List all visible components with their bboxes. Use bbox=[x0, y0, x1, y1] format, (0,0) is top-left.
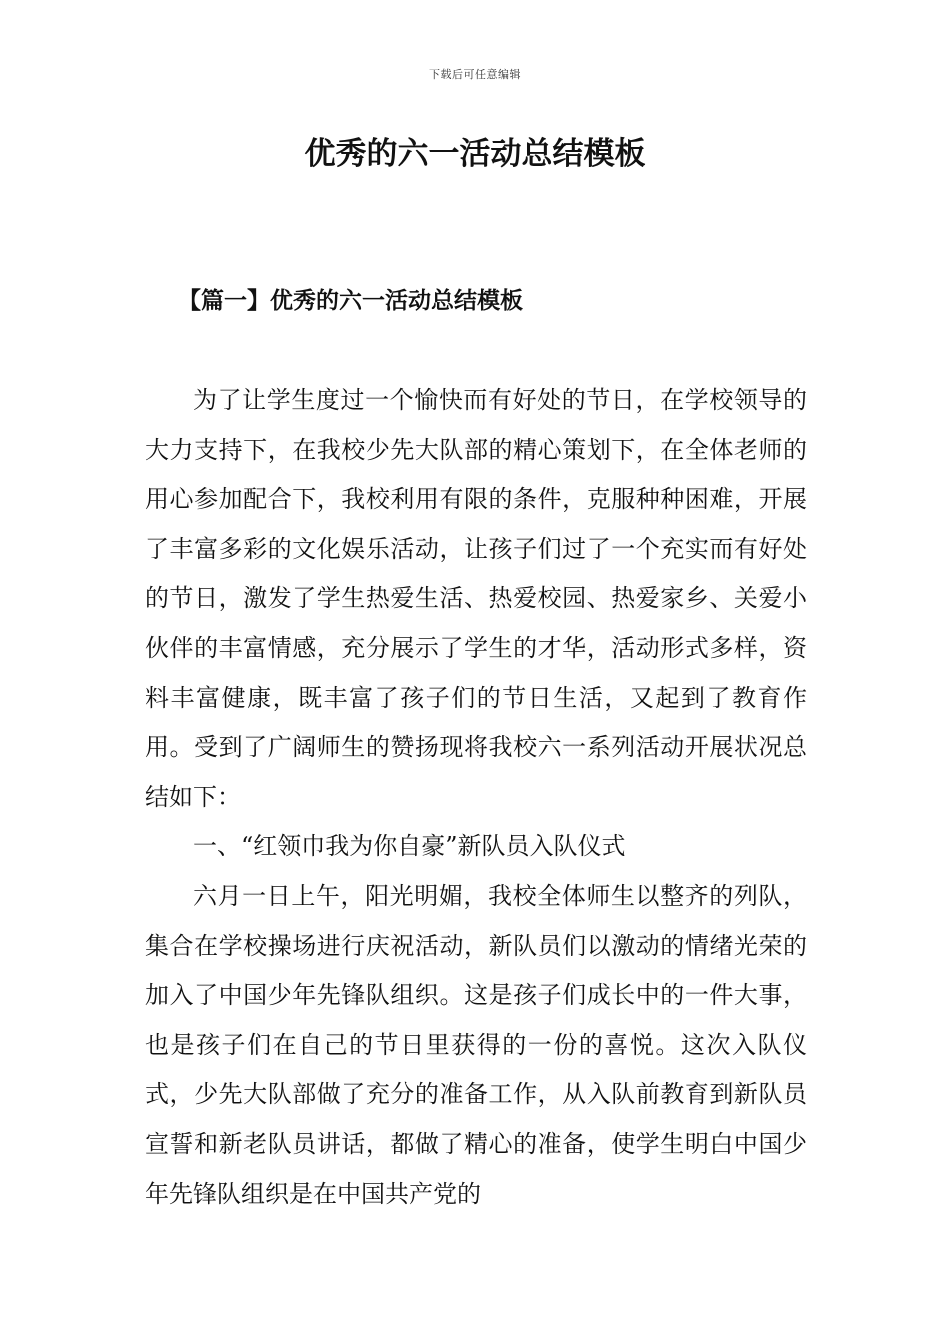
document-title: 优秀的六一活动总结模板 bbox=[304, 136, 646, 172]
body-paragraph: 为了让学生度过一个愉快而有好处的节日，在学校领导的大力支持下，在我校少先大队部的精心策划下，在全体老师的用心参加配合下，我校利用有限的条件，克服种种困难，开展了丰富多彩的文化娱乐活动，让孩子们过了一个充实而有好处的节日，激发了学生热爱生活、热爱校园、热爱家乡、关爱小伙伴的丰富情感，充分展示了学生的才华，活动形式多样，资料丰富健康，既丰富了孩子们的节日生活，又起到了教育作用。受到了广阔师生的赞扬现将我校六一系列活动开展状况总结如下： bbox=[145, 386, 807, 811]
section-heading: 【篇一】优秀的六一活动总结模板 bbox=[178, 287, 523, 314]
document-body bbox=[145, 376, 807, 1219]
body-paragraph: 六月一日上午，阳光明媚，我校全体师生以整齐的列队，集合在学校操场进行庆祝活动，新队员们以激动的情绪光荣的加入了中国少年先锋队组织。这是孩子们成长中的一件大事，也是孩子们在自己的节日里获得的一份的喜悦。这次入队仪式，少先大队部做了充分的准备工作，从入队前教育到新队员宣誓和新老队员讲话，都做了精心的准备，使学生明白中国少年先锋队组织是在中国共产党的 bbox=[145, 881, 807, 1208]
header-note: 下载后可任意编辑 bbox=[429, 68, 521, 81]
subsection-heading: 一、“红领巾我为你自豪”新队员入队仪式 bbox=[193, 832, 626, 861]
